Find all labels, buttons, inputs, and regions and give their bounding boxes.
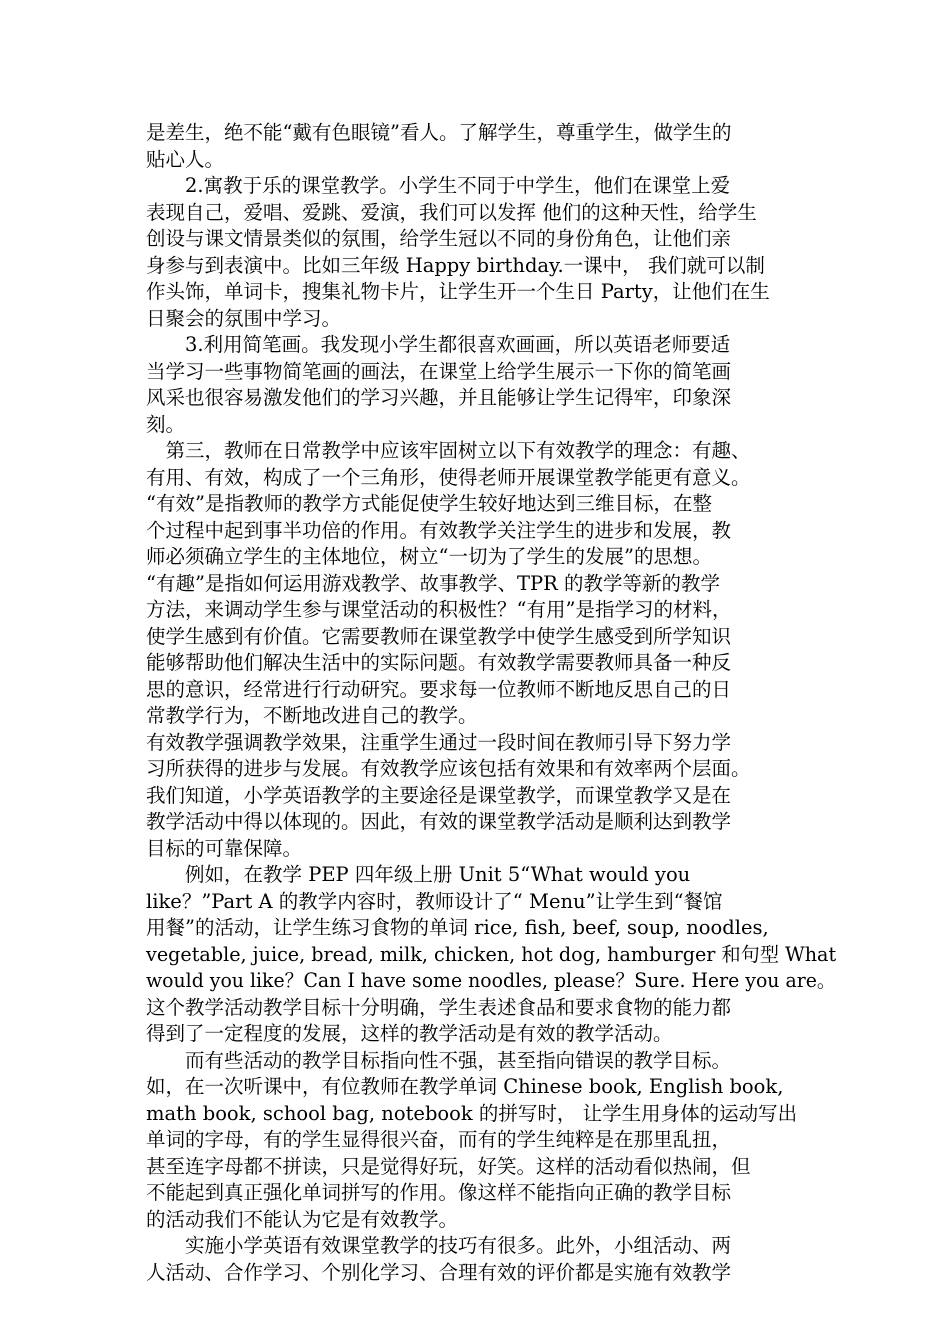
- text-line: 目标的可靠保障。: [146, 836, 303, 860]
- text-line: 创设与课文情景类似的氛围，给学生冠以不同的身份角色，让他们亲: [146, 227, 732, 250]
- text-line: 有用、有效，构成了一个三角形，使得老师开展课堂教学能更有意义。: [146, 465, 751, 489]
- text-line: 2.寓教于乐的课堂教学。小学生不同于中学生，他们在课堂上爱: [146, 174, 731, 197]
- text-line: vegetable, juice, bread, milk, chicken, hot dog, hamburger 和句型 What: [146, 942, 837, 966]
- text-line: 作头饰，单词卡，搜集礼物卡片，让学生开一个生日 Party，让他们在生: [146, 280, 770, 303]
- text-line: 用餐”的活动，让学生练习食物的单词 rice, fish, beef, soup, noodles,: [146, 916, 769, 939]
- text-line: 贴心人。: [146, 147, 225, 171]
- text-line: math book, school bag, notebook 的拼写时， 让学生用身体的运动写出: [146, 1101, 798, 1125]
- body-text: [146, 120, 836, 1286]
- text-line: “有效”是指教师的教学方式能促使学生较好地达到三维目标，在整: [146, 492, 712, 515]
- text-line: 方法，来调动学生参与课堂活动的积极性？“有用”是指学习的材料，: [146, 598, 732, 621]
- text-line: 这个教学活动教学目标十分明确，学生表述食品和要求食物的能力都: [146, 995, 732, 1019]
- text-line: like？”Part A 的教学内容时，教师设计了“ Menu”让学生到“餐馆: [146, 889, 723, 913]
- text-line: 第三，教师在日常教学中应该牢固树立以下有效教学的理念：有趣、: [146, 439, 751, 462]
- text-line: 实施小学英语有效课堂教学的技巧有很多。此外，小组活动、两: [146, 1234, 732, 1257]
- text-line: 3.利用简笔画。我发现小学生都很喜欢画画，所以英语老师要适: [146, 333, 731, 356]
- text-line: 如，在一次听课中，有位教师在教学单词 Chinese book, English book,: [146, 1075, 784, 1098]
- text-line: 我们知道，小学英语教学的主要途径是课堂教学，而课堂教学又是在: [146, 783, 732, 807]
- text-line: 不能起到真正强化单词拼写的作用。像这样不能指向正确的教学目标: [146, 1181, 732, 1204]
- text-line: 例如，在教学 PEP 四年级上册 Unit 5“What would you: [146, 863, 691, 886]
- text-line: would you like？Can I have some noodles, please？Sure. Here you are。: [146, 969, 836, 992]
- text-line: 使学生感到有价值。它需要教师在课堂教学中使学生感受到所学知识: [146, 624, 732, 648]
- text-line: 习所获得的进步与发展。有效教学应该包括有效果和有效率两个层面。: [146, 757, 751, 780]
- text-line: 表现自己，爱唱、爱跳、爱演，我们可以发挥 他们的这种天性，给学生: [146, 200, 757, 224]
- text-line: 甚至连字母都不拼读，只是觉得好玩，好笑。这样的活动看似热闹，但: [146, 1154, 751, 1178]
- text-line: 当学习一些事物简笔画的画法，在课堂上给学生展示一下你的简笔画: [146, 359, 732, 383]
- text-line: 得到了一定程度的发展，这样的教学活动是有效的教学活动。: [146, 1022, 673, 1045]
- text-line: 教学活动中得以体现的。因此，有效的课堂教学活动是顺利达到教学: [146, 810, 732, 833]
- text-line: 日聚会的氛围中学习。: [146, 306, 342, 330]
- text-line: 单词的字母，有的学生显得很兴奋，而有的学生纯粹是在那里乱扭，: [146, 1128, 732, 1151]
- text-line: 思的意识，经常进行行动研究。要求每一位教师不断地反思自己的日: [146, 677, 732, 701]
- text-line: 身参与到表演中。比如三年级 Happy birthday.一课中， 我们就可以制: [146, 253, 765, 277]
- text-line: 而有些活动的教学目标指向性不强，甚至指向错误的教学目标。: [146, 1048, 732, 1072]
- text-line: 能够帮助他们解决生活中的实际问题。有效教学需要教师具备一种反: [146, 651, 732, 674]
- text-line: “有趣”是指如何运用游戏教学、故事教学、TPR 的教学等新的教学: [146, 571, 720, 595]
- text-line: 师必须确立学生的主体地位，树立“一切为了学生的发展”的思想。: [146, 545, 712, 568]
- text-line: 风采也很容易激发他们的学习兴趣，并且能够让学生记得牢，印象深: [146, 386, 732, 409]
- text-line: 常教学行为，不断地改进自己的教学。: [146, 704, 478, 727]
- text-line: 人活动、合作学习、个别化学习、合理有效的评价都是实施有效教学: [146, 1260, 732, 1284]
- text-line: 个过程中起到事半功倍的作用。有效教学关注学生的进步和发展，教: [146, 518, 732, 542]
- text-line: 有效教学强调教学效果，注重学生通过一段时间在教师引导下努力学: [146, 730, 732, 754]
- text-line: 刻。: [146, 412, 186, 436]
- text-line: 的活动我们不能认为它是有效教学。: [146, 1207, 459, 1231]
- text-line: 是差生，绝不能“戴有色眼镜”看人。了解学生，尊重学生，做学生的: [146, 121, 732, 144]
